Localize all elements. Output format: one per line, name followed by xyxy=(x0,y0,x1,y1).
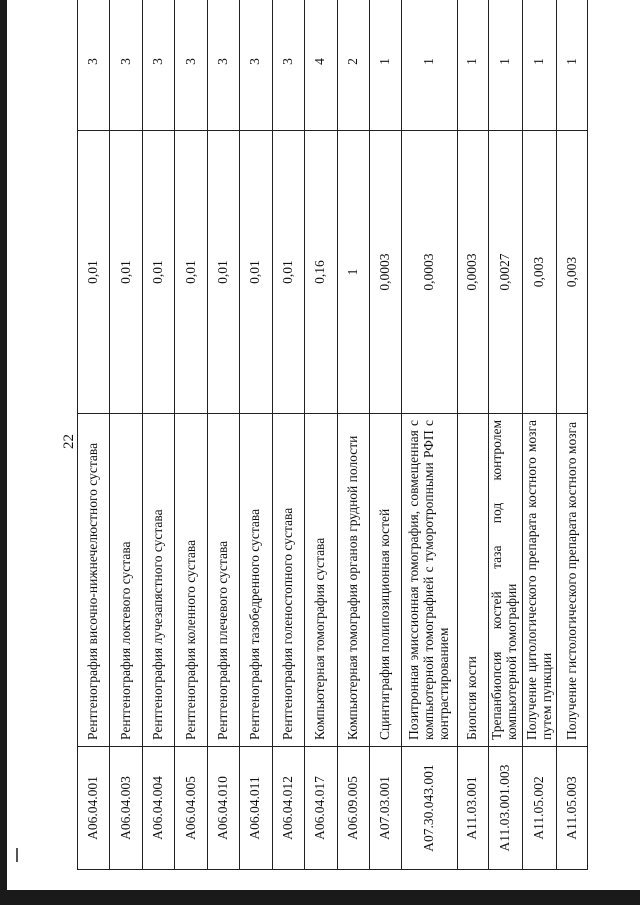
service-name: Рентгенография тазобедренного сустава xyxy=(240,414,272,747)
rotated-page-content xyxy=(77,45,588,870)
table-row xyxy=(272,0,304,870)
service-code: A06.04.004 xyxy=(142,747,174,870)
table-row xyxy=(175,0,207,870)
frequency-value: 0,01 xyxy=(78,131,110,414)
multiplicity-value: 3 xyxy=(78,0,110,131)
multiplicity-value: 2 xyxy=(337,0,369,131)
table-row xyxy=(142,0,174,870)
table-row xyxy=(458,0,488,870)
service-name: Рентгенография височно-нижнечелюстного сустава xyxy=(78,414,110,747)
frequency-value: 0,01 xyxy=(175,131,207,414)
service-name: Трепанбиопсия костей таза под контролем компьютерной томографии xyxy=(488,414,522,747)
service-code: A07.03.001 xyxy=(369,747,401,870)
table-row xyxy=(557,0,588,870)
service-code: A06.04.005 xyxy=(175,747,207,870)
frequency-value: 0,0003 xyxy=(369,131,401,414)
frequency-value: 0,01 xyxy=(240,131,272,414)
multiplicity-value: 1 xyxy=(402,0,458,131)
table-row xyxy=(523,0,557,870)
table-row xyxy=(337,0,369,870)
service-code: A06.04.001 xyxy=(78,747,110,870)
service-code: A11.03.001.003 xyxy=(488,747,522,870)
scan-edge-mark xyxy=(16,848,18,862)
service-code: A07.30.043.001 xyxy=(402,747,458,870)
table-row xyxy=(369,0,401,870)
frequency-value: 1 xyxy=(337,131,369,414)
service-code: A06.04.017 xyxy=(305,747,337,870)
service-name: Позитронная эмиссионная томография, совмещенная с компьютерной томографией с туморотропными РФП с контрастированием xyxy=(402,414,458,747)
multiplicity-value: 1 xyxy=(369,0,401,131)
multiplicity-value: 3 xyxy=(175,0,207,131)
service-name: Рентгенография лучезапястного сустава xyxy=(142,414,174,747)
service-code: A06.04.010 xyxy=(207,747,239,870)
frequency-value: 0,01 xyxy=(142,131,174,414)
page-number-text: 22 xyxy=(60,433,77,449)
scan-edge-bottom xyxy=(0,890,640,905)
table-row xyxy=(240,0,272,870)
service-code: A06.04.003 xyxy=(110,747,142,870)
table-row xyxy=(305,0,337,870)
service-code: A11.05.003 xyxy=(557,747,588,870)
multiplicity-value: 1 xyxy=(523,0,557,131)
frequency-value: 0,01 xyxy=(272,131,304,414)
service-code: A11.03.001 xyxy=(458,747,488,870)
service-name: Рентгенография голеностопного сустава xyxy=(272,414,304,747)
multiplicity-value: 1 xyxy=(458,0,488,131)
table-row xyxy=(78,0,110,870)
table-row xyxy=(207,0,239,870)
multiplicity-value: 3 xyxy=(142,0,174,131)
frequency-value: 0,003 xyxy=(523,131,557,414)
frequency-value: 0,003 xyxy=(557,131,588,414)
frequency-value: 0,0003 xyxy=(458,131,488,414)
service-code: A06.04.012 xyxy=(272,747,304,870)
service-name: Получение гистологического препарата костного мозга xyxy=(557,414,588,747)
service-name: Рентгенография коленного сустава xyxy=(175,414,207,747)
multiplicity-value: 1 xyxy=(488,0,522,131)
scan-edge-left xyxy=(0,0,7,905)
multiplicity-value: 4 xyxy=(305,0,337,131)
service-name: Компьютерная томография органов грудной полости xyxy=(337,414,369,747)
service-name: Рентгенография плечевого сустава xyxy=(207,414,239,747)
multiplicity-value: 3 xyxy=(110,0,142,131)
service-name: Рентгенография локтевого сустава xyxy=(110,414,142,747)
service-code: A06.04.011 xyxy=(240,747,272,870)
service-name: Сцинтиграфия полипозиционная костей xyxy=(369,414,401,747)
service-name: Получение цитологического препарата костного мозга путем пункции xyxy=(523,414,557,747)
frequency-value: 0,01 xyxy=(207,131,239,414)
service-name: Компьютерная томография сустава xyxy=(305,414,337,747)
multiplicity-value: 1 xyxy=(557,0,588,131)
service-code: A06.09.005 xyxy=(337,747,369,870)
frequency-value: 0,0003 xyxy=(402,131,458,414)
services-table xyxy=(77,0,588,870)
table-frame xyxy=(77,45,588,870)
frequency-value: 0,16 xyxy=(305,131,337,414)
table-row xyxy=(402,0,458,870)
multiplicity-value: 3 xyxy=(207,0,239,131)
frequency-value: 0,0027 xyxy=(488,131,522,414)
frequency-value: 0,01 xyxy=(110,131,142,414)
table-row xyxy=(110,0,142,870)
service-name: Биопсия кости xyxy=(458,414,488,747)
multiplicity-value: 3 xyxy=(240,0,272,131)
service-code: A11.05.002 xyxy=(523,747,557,870)
multiplicity-value: 3 xyxy=(272,0,304,131)
table-row xyxy=(488,0,522,870)
